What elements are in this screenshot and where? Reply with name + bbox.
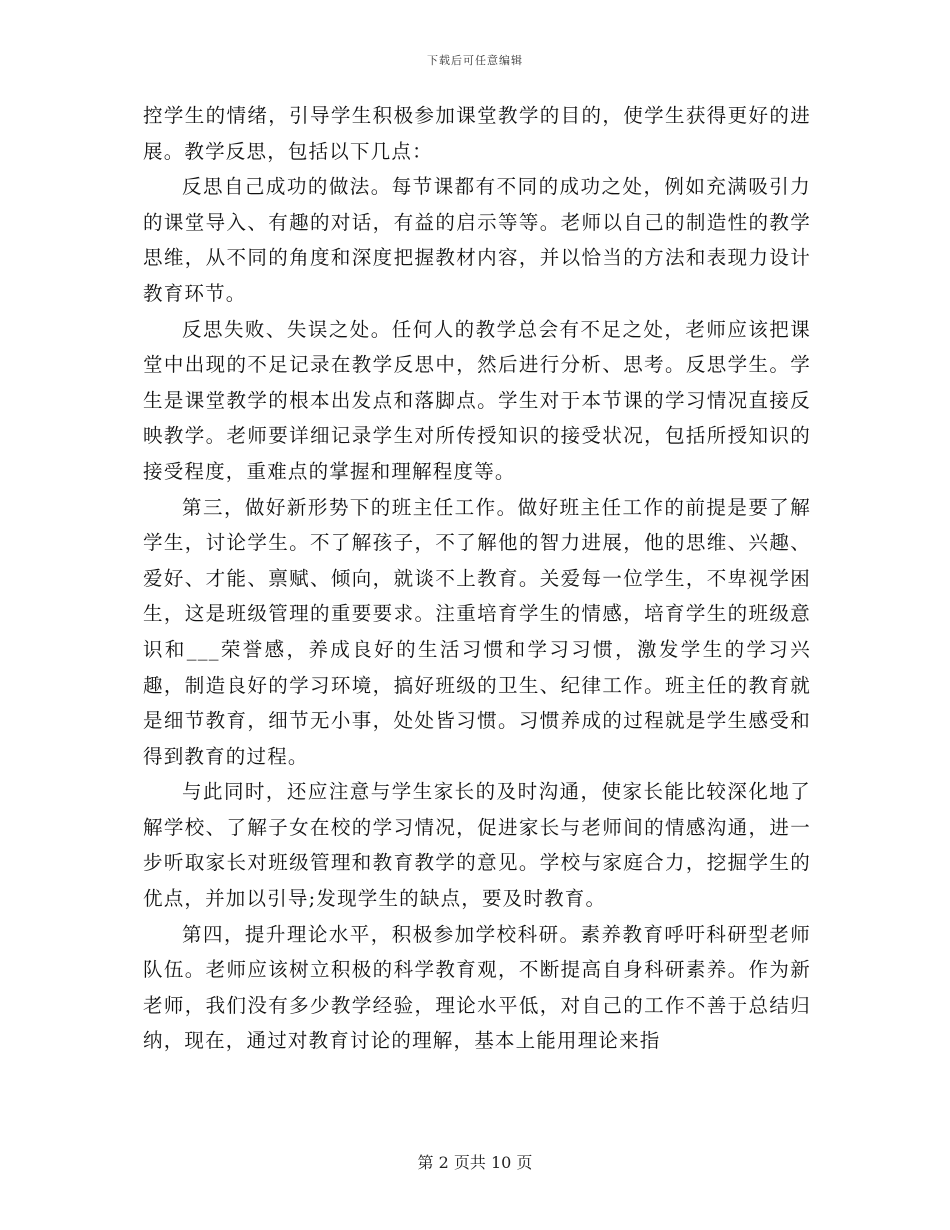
- document-body: [143, 98, 811, 1059]
- paragraph-5: 与此同时，还应注意与学生家长的及时沟通，使家长能比较深化地了解学校、了解子女在校的学习情况，促进家长与老师间的情感沟通，进一步听取家长对班级管理和教育教学的意见。学校与家庭合力，挖掘学生的优点，并加以引导;发现学生的缺点，要及时教育。: [143, 780, 811, 911]
- page-header: 下载后可任意编辑: [427, 54, 523, 67]
- paragraph-4: 第三，做好新形势下的班主任工作。做好班主任工作的前提是要了解学生，讨论学生。不了解孩子，不了解他的智力进展，他的思维、兴趣、爱好、才能、禀赋、倾向，就谈不上教育。关爱每一位学生，不卑视学困生，这是班级管理的重要要求。注重培育学生的情感，培育学生的班级意识和___荣誉感，养成良好的生活习惯和学习习惯，激发学生的学习兴趣，制造良好的学习环境，搞好班级的卫生、纪律工作。班主任的教育就是细节教育，细节无小事，处处皆习惯。习惯养成的过程就是学生感受和得到教育的过程。: [143, 495, 811, 768]
- paragraph-1: 控学生的情绪，引导学生积极参加课堂教学的目的，使学生获得更好的进展。教学反思，包括以下几点：: [143, 104, 811, 163]
- paragraph-3: 反思失败、失误之处。任何人的教学总会有不足之处，老师应该把课堂中出现的不足记录在教学反思中，然后进行分析、思考。反思学生。学生是课堂教学的根本出发点和落脚点。学生对于本节课的学习情况直接反映教学。老师要详细记录学生对所传授知识的接受状况，包括所授知识的接受程度，重难点的掌握和理解程度等。: [143, 317, 811, 483]
- paragraph-2: 反思自己成功的做法。每节课都有不同的成功之处，例如充满吸引力的课堂导入、有趣的对话，有益的启示等等。老师以自己的制造性的教学思维，从不同的角度和深度把握教材内容，并以恰当的方法和表现力设计教育环节。: [143, 175, 811, 305]
- page-number: 第 2 页共 10 页: [417, 1153, 533, 1172]
- paragraph-6: 第四，提升理论水平，积极参加学校科研。素养教育呼吁科研型老师队伍。老师应该树立积极的科学教育观，不断提高自身科研素养。作为新老师，我们没有多少教学经验，理论水平低，对自己的工作不善于总结归纳，现在，通过对教育讨论的理解，基本上能用理论来指: [143, 922, 811, 1053]
